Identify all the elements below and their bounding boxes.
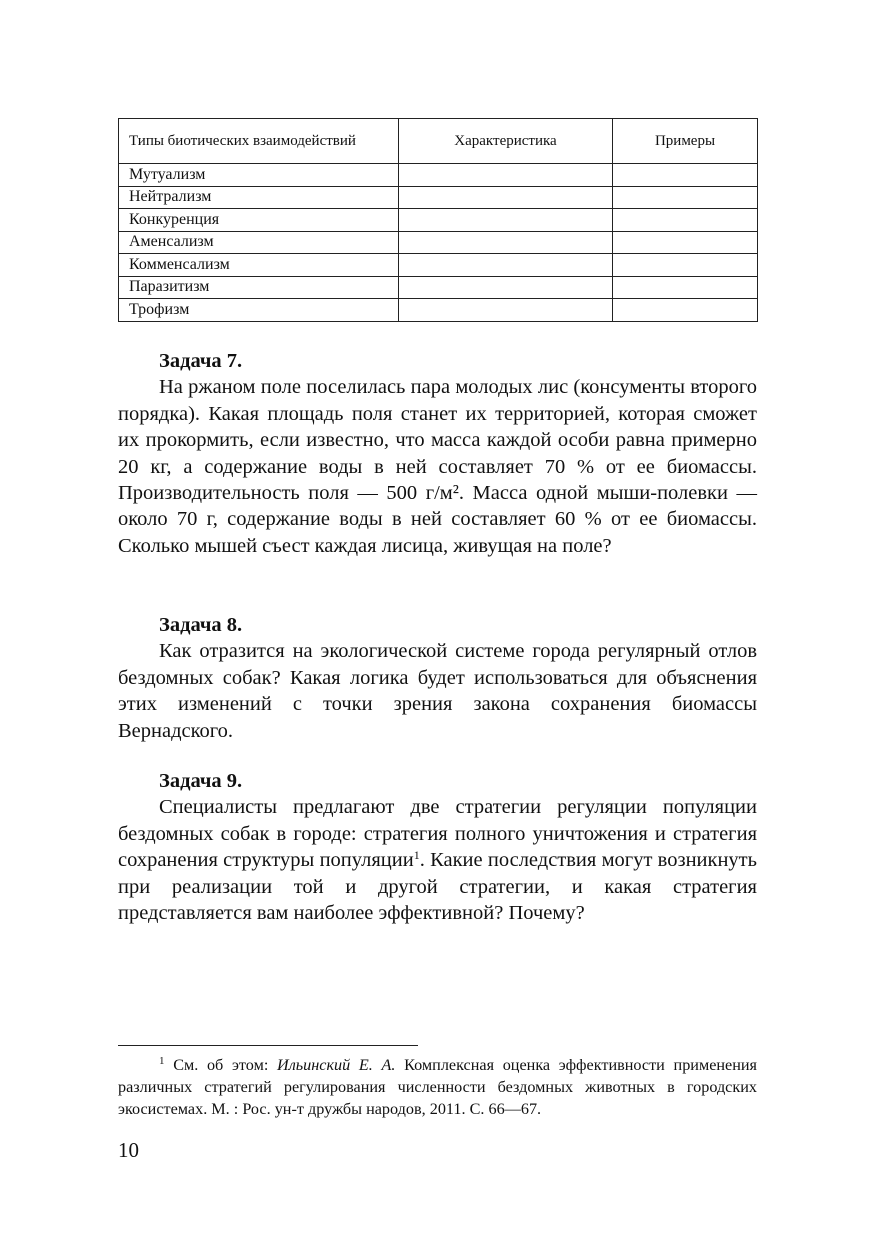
table-row (119, 299, 758, 322)
task-9-text-after-ref: . Какие последствия могут возникнуть при реализации той и другой стратегии, и какая стратегия представляется вам наиболее эффективной? Почему? (118, 849, 757, 925)
table-cell-characteristic (399, 186, 613, 209)
table-cell-characteristic (399, 164, 613, 187)
table-cell-type: Комменсализм (119, 254, 399, 277)
footnote-text: Комплексная оценка эффективности применения различных стратегий регулирования численности бездомных животных в городских экосистемах. М. : Рос. ун-т дружбы народов, 2011. С. 66—67. (118, 1056, 757, 1118)
task-7-text: На ржаном поле поселилась пара молодых лис (консументы второго порядка). Какая площадь поля станет их территорией, которая сможет их прокормить, если известно, что масса каждой особи равна примерно 20 кг, а содержание воды в ней составляет 70 % от ее биомассы. Производительность поля — 500 г/м². Масса одной мыши-полевки — около 70 г, содержание воды в ней составляет 60 % от ее биомассы. Сколько мышей съест каждая лисица, живущая на поле? (118, 376, 757, 557)
table-cell-characteristic (399, 209, 613, 232)
footnote-reference[interactable]: 1 (413, 848, 420, 863)
table-row (119, 164, 758, 187)
task-9-text (118, 794, 757, 926)
table-cell-type: Нейтрализм (119, 186, 399, 209)
footnote (118, 1054, 757, 1120)
table-row (119, 186, 758, 209)
table-row (119, 276, 758, 299)
table-cell-examples (613, 164, 758, 187)
biotic-interactions-table (118, 118, 758, 322)
table-cell-type: Трофизм (119, 299, 399, 322)
table-cell-characteristic (399, 276, 613, 299)
table-cell-examples (613, 299, 758, 322)
footnote-separator (118, 1045, 418, 1046)
page-number: 10 (118, 1138, 139, 1162)
task-9-title: Задача 9. (159, 770, 243, 792)
task-8-text: Как отразится на экологической системе города регулярный отлов бездомных собак? Какая логика будет использоваться для объяснения этих изменений с точки зрения закона сохранения биомассы Вернадского. (118, 640, 757, 742)
table-cell-type: Аменсализм (119, 231, 399, 254)
footnote-mark: 1 (159, 1055, 165, 1067)
task-7-title: Задача 7. (159, 350, 243, 372)
footnote-prefix: См. об этом: (164, 1056, 278, 1074)
column-header-types: Типы биотических взаимодействий (119, 119, 399, 164)
table-cell-examples (613, 276, 758, 299)
task-8-title: Задача 8. (159, 614, 243, 636)
table-cell-examples (613, 254, 758, 277)
column-header-characteristic: Характеристика (399, 119, 613, 164)
table-cell-type: Конкуренция (119, 209, 399, 232)
table-cell-characteristic (399, 231, 613, 254)
table-cell-examples (613, 209, 758, 232)
footnote-author: Ильинский Е. А. (277, 1056, 396, 1074)
table-row (119, 254, 758, 277)
task-7 (118, 348, 757, 559)
table-cell-type: Паразитизм (119, 276, 399, 299)
table-row (119, 209, 758, 232)
table-cell-characteristic (399, 254, 613, 277)
task-9 (118, 768, 757, 926)
table-cell-examples (613, 186, 758, 209)
task-8 (118, 612, 757, 744)
task-9-text-before-ref: Специалисты предлагают две стратегии регуляции популяции бездомных собак в городе: стратегия полного уничтожения и стратегия сохранения структуры популяции (118, 796, 757, 872)
table-row (119, 231, 758, 254)
table-cell-type: Мутуализм (119, 164, 399, 187)
column-header-examples: Примеры (613, 119, 758, 164)
table-header-row (119, 119, 758, 164)
table-cell-examples (613, 231, 758, 254)
table-cell-characteristic (399, 299, 613, 322)
